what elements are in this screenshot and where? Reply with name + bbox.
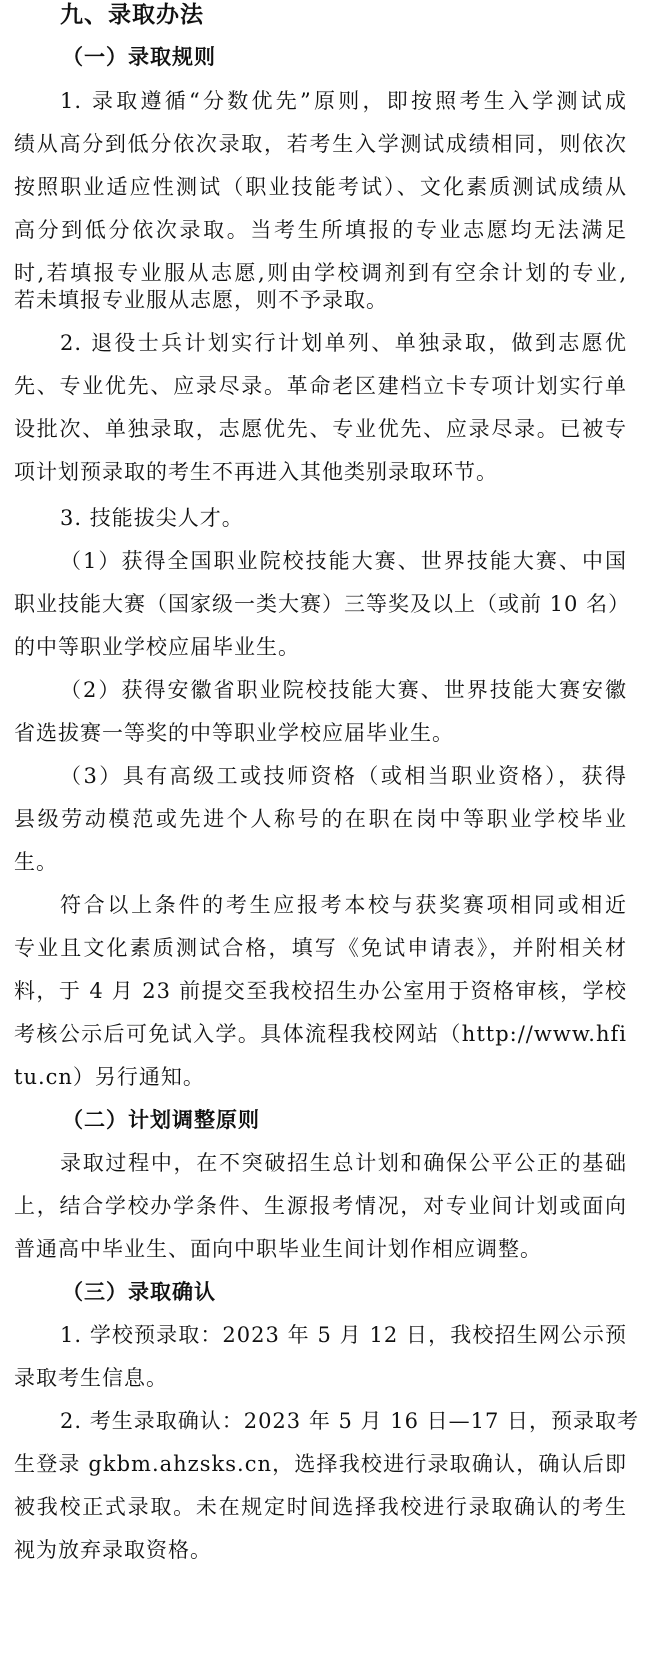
paragraph-line: 时,若填报专业服从志愿,则由学校调剂到有空余计划的专业, — [14, 261, 627, 285]
paragraph-line: 1. 学校预录取：2023 年 5 月 12 日，我校招生网公示预 — [60, 1323, 627, 1347]
paragraph-line: 2. 退役士兵计划实行计划单列、单独录取，做到志愿优 — [60, 331, 627, 355]
paragraph-line: （2）获得安徽省职业院校技能大赛、世界技能大赛安徽 — [60, 678, 627, 702]
paragraph-line: （3）具有高级工或技师资格（或相当职业资格），获得 — [60, 764, 627, 788]
paragraph-line: 考核公示后可免试入学。具体流程我校网站（http://www.hfi — [14, 1022, 627, 1046]
paragraph-line: 上，结合学校办学条件、生源报考情况，对专业间计划或面向 — [14, 1194, 627, 1218]
paragraph-line: 被我校正式录取。未在规定时间选择我校进行录取确认的考生 — [14, 1495, 627, 1519]
paragraph-line: 绩从高分到低分依次录取，若考生入学测试成绩相同，则依次 — [14, 132, 627, 156]
paragraph-line: 若未填报专业服从志愿，则不予录取。 — [14, 288, 388, 312]
paragraph-line: 符合以上条件的考生应报考本校与获奖赛项相同或相近 — [60, 893, 627, 917]
paragraph-line: 生。 — [14, 850, 58, 874]
paragraph-line: 录取考生信息。 — [14, 1366, 168, 1390]
paragraph-line: 料，于 4 月 23 前提交至我校招生办公室用于资格审核，学校 — [14, 979, 627, 1003]
paragraph-line: 按照职业适应性测试（职业技能考试）、文化素质测试成绩从 — [14, 175, 627, 199]
paragraph-line: 设批次、单独录取，志愿优先、专业优先、应录尽录。已被专 — [14, 417, 627, 441]
paragraph-line: tu.cn）另行通知。 — [14, 1065, 205, 1089]
paragraph-line: 项计划预录取的考生不再进入其他类别录取环节。 — [14, 460, 498, 484]
paragraph-line: 1. 录取遵循“分数优先”原则，即按照考生入学测试成 — [60, 89, 627, 113]
paragraph-line: 县级劳动模范或先进个人称号的在职在岗中等职业学校毕业 — [14, 807, 627, 831]
subsection-heading-1: （一）录取规则 — [62, 45, 216, 69]
paragraph-line: 普通高中毕业生、面向中职毕业生间计划作相应调整。 — [14, 1237, 542, 1261]
paragraph-line: 的中等职业学校应届毕业生。 — [14, 635, 300, 659]
subsection-heading-2: （二）计划调整原则 — [62, 1108, 260, 1132]
paragraph-line: 3. 技能拔尖人才。 — [60, 506, 244, 530]
paragraph-line: 省选拔赛一等奖的中等职业学校应届毕业生。 — [14, 721, 454, 745]
paragraph-line: 先、专业优先、应录尽录。革命老区建档立卡专项计划实行单 — [14, 374, 627, 398]
paragraph-line: 高分到低分依次录取。当考生所填报的专业志愿均无法满足 — [14, 218, 627, 242]
paragraph-line: 生登录 gkbm.ahzsks.cn，选择我校进行录取确认，确认后即 — [14, 1452, 627, 1476]
section-title: 九、录取办法 — [60, 2, 204, 28]
paragraph-line: 专业且文化素质测试合格，填写《免试申请表》，并附相关材 — [14, 936, 627, 960]
paragraph-line: 职业技能大赛（国家级一类大赛）三等奖及以上（或前 10 名） — [14, 592, 631, 616]
paragraph-line: 2. 考生录取确认：2023 年 5 月 16 日—17 日，预录取考 — [60, 1409, 640, 1433]
subsection-heading-3: （三）录取确认 — [62, 1280, 216, 1304]
paragraph-line: 视为放弃录取资格。 — [14, 1538, 212, 1562]
paragraph-line: 录取过程中，在不突破招生总计划和确保公平公正的基础 — [60, 1151, 627, 1175]
paragraph-line: （1）获得全国职业院校技能大赛、世界技能大赛、中国 — [60, 549, 627, 573]
